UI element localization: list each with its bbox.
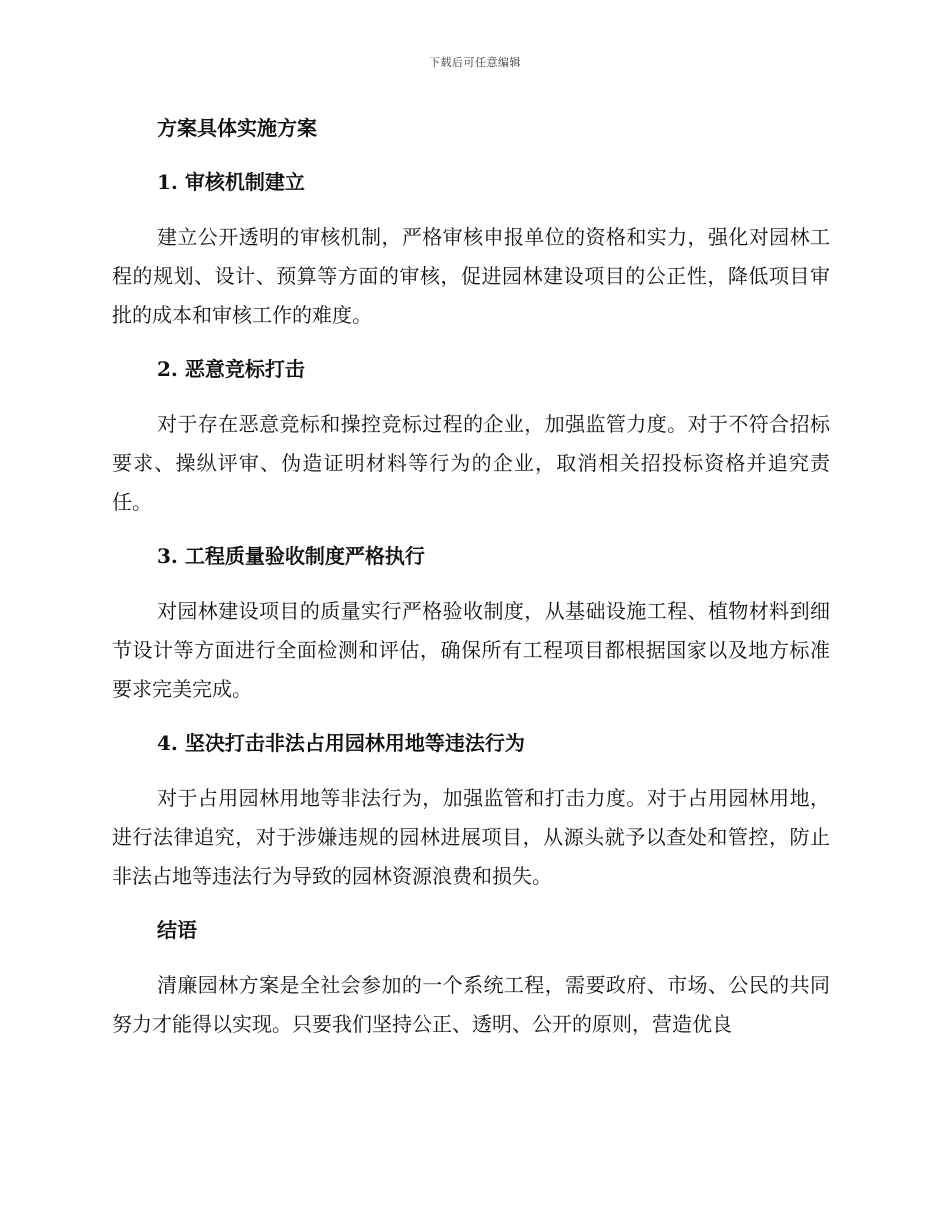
section-body: 对于占用园林用地等非法行为，加强监管和打击力度。对于占用园林用地，进行法律追究，对于涉嫌违规的园林进展项目，从源头就予以查处和管控，防止非法占地等违法行为导致的园林资源浪费和损失。 [112,786,830,888]
header-note: 下载后可任意编辑 [429,56,521,69]
section-heading: 2. 恶意竞标打击 [157,357,305,381]
section-heading: 4. 坚决打击非法占用园林用地等违法行为 [157,731,525,755]
section-heading: 1. 审核机制建立 [157,170,305,194]
conclusion-heading: 结语 [157,918,197,942]
document-content [112,110,830,1044]
section-body: 对于存在恶意竞标和操控竞标过程的企业，加强监管力度。对于不符合招标要求、操纵评审、伪造证明材料等行为的企业，取消相关招投标资格并追究责任。 [112,412,830,514]
document-title: 方案具体实施方案 [157,116,317,140]
section-body: 对园林建设项目的质量实行严格验收制度，从基础设施工程、植物材料到细节设计等方面进行全面检测和评估，确保所有工程项目都根据国家以及地方标准要求完美完成。 [112,599,830,701]
section-heading: 3. 工程质量验收制度严格执行 [157,544,425,568]
conclusion-body: 清廉园林方案是全社会参加的一个系统工程，需要政府、市场、公民的共同努力才能得以实现。只要我们坚持公正、透明、公开的原则，营造优良 [112,973,830,1036]
section-body: 建立公开透明的审核机制，严格审核申报单位的资格和实力，强化对园林工程的规划、设计、预算等方面的审核，促进园林建设项目的公正性，降低项目审批的成本和审核工作的难度。 [112,225,830,327]
